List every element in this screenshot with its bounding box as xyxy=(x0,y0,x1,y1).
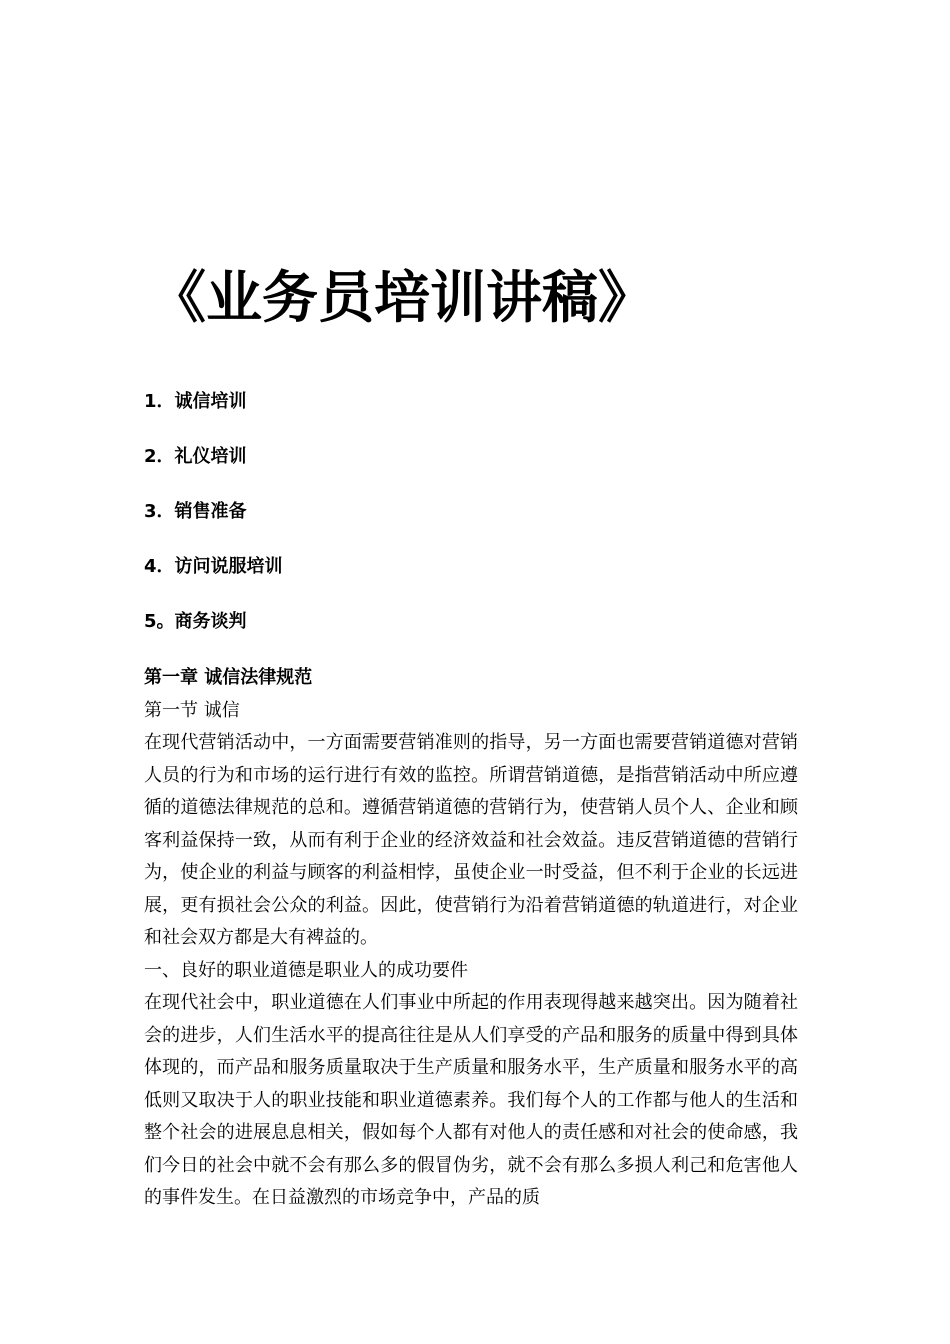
toc-item: 4．访问说服培训 xyxy=(144,556,283,577)
document-body xyxy=(144,662,798,1215)
toc-item: 1．诚信培训 xyxy=(144,391,247,412)
section-heading: 第一节 诚信 xyxy=(144,699,240,721)
body-paragraph: 在现代社会中，职业道德在人们事业中所起的作用表现得越来越突出。因为随着社会的进步，人们生活水平的提高往往是从人们享受的产品和服务的质量中得到具体体现的，而产品和服务质量取决于生产质量和服务水平，生产质量和服务水平的高低则又取决于人的职业技能和职业道德素养。我们每个人的工作都与他人的生活和整个社会的进展息息相关，假如每个人都有对他人的责任感和对社会的使命感，我们今日的社会中就不会有那么多的假冒伪劣，就不会有那么多损人利己和危害他人的事件发生。在日益激烈的市场竞争中，产品的质 xyxy=(144,992,798,1208)
table-of-contents xyxy=(144,388,283,663)
toc-item: 2．礼仪培训 xyxy=(144,446,247,467)
subheading: 一、良好的职业道德是职业人的成功要件 xyxy=(144,959,468,981)
toc-item: 5。商务谈判 xyxy=(144,611,247,632)
chapter-heading: 第一章 诚信法律规范 xyxy=(144,667,313,688)
body-paragraph: 在现代营销活动中，一方面需要营销准则的指导，另一方面也需要营销道德对营销人员的行为和市场的运行进行有效的监控。所谓营销道德，是指营销活动中所应遵循的道德法律规范的总和。遵循营销道德的营销行为，使营销人员个人、企业和顾客利益保持一致，从而有利于企业的经济效益和社会效益。违反营销道德的营销行为，使企业的利益与顾客的利益相悖，虽使企业一时受益，但不利于企业的长远进展，更有损社会公众的利益。因此，使营销行为沿着营销道德的轨道进行，对企业和社会双方都是大有裨益的。 xyxy=(144,732,798,948)
toc-item: 3．销售准备 xyxy=(144,501,247,522)
document-title: 《业务员培训讲稿》 xyxy=(150,266,654,331)
